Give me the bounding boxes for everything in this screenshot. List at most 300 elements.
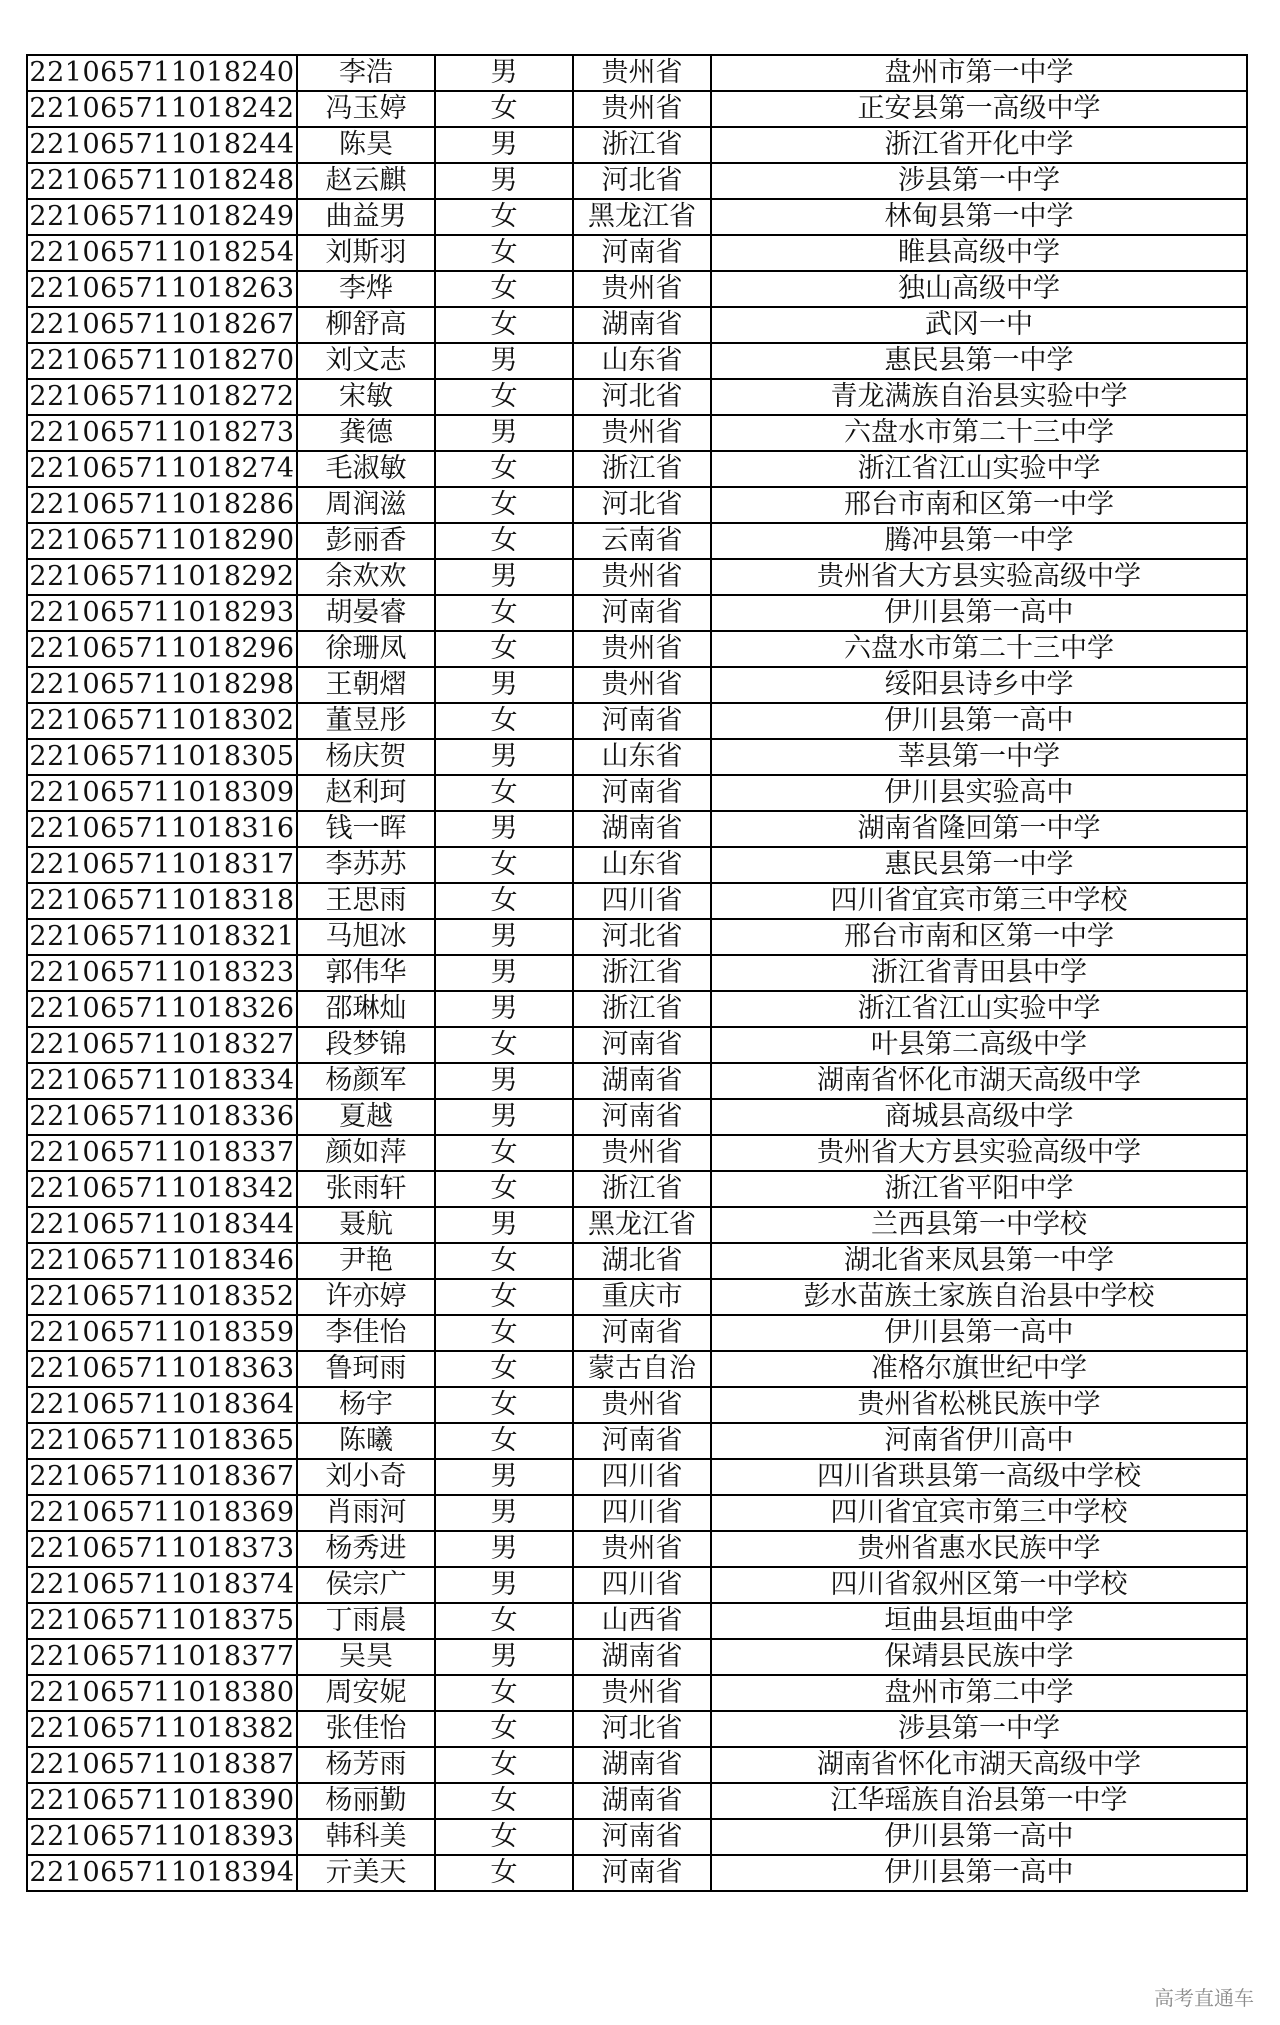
name-cell: 邵琳灿 [297,991,435,1027]
gender-cell: 男 [435,1531,573,1567]
id-cell: 221065711018248 [27,163,297,199]
gender-cell: 女 [435,523,573,559]
province-cell: 贵州省 [573,1531,711,1567]
province-cell: 贵州省 [573,415,711,451]
id-cell: 221065711018369 [27,1495,297,1531]
name-cell: 杨秀进 [297,1531,435,1567]
school-cell: 湖南省怀化市湖天高级中学 [711,1063,1247,1099]
name-cell: 刘文志 [297,343,435,379]
school-cell: 贵州省惠水民族中学 [711,1531,1247,1567]
province-cell: 河南省 [573,1027,711,1063]
table-row [27,991,1247,1027]
school-cell: 绥阳县诗乡中学 [711,667,1247,703]
name-cell: 杨丽勤 [297,1783,435,1819]
gender-cell: 女 [435,379,573,415]
table-row [27,559,1247,595]
gender-cell: 女 [435,595,573,631]
table-row [27,1675,1247,1711]
school-cell: 四川省珙县第一高级中学校 [711,1459,1247,1495]
table-row [27,1027,1247,1063]
school-cell: 惠民县第一中学 [711,847,1247,883]
name-cell: 段梦锦 [297,1027,435,1063]
table-row [27,883,1247,919]
gender-cell: 女 [435,1783,573,1819]
province-cell: 贵州省 [573,1387,711,1423]
school-cell: 伊川县第一高中 [711,595,1247,631]
id-cell: 221065711018286 [27,487,297,523]
name-cell: 李烨 [297,271,435,307]
table-row [27,811,1247,847]
province-cell: 河南省 [573,703,711,739]
school-cell: 浙江省开化中学 [711,127,1247,163]
table-row [27,1135,1247,1171]
table-row [27,595,1247,631]
table-row [27,1063,1247,1099]
school-cell: 浙江省青田县中学 [711,955,1247,991]
name-cell: 钱一晖 [297,811,435,847]
province-cell: 浙江省 [573,127,711,163]
name-cell: 胡晏睿 [297,595,435,631]
province-cell: 河南省 [573,1099,711,1135]
province-cell: 贵州省 [573,271,711,307]
province-cell: 贵州省 [573,1675,711,1711]
name-cell: 张雨轩 [297,1171,435,1207]
school-cell: 贵州省松桃民族中学 [711,1387,1247,1423]
id-cell: 221065711018249 [27,199,297,235]
id-cell: 221065711018364 [27,1387,297,1423]
table-row [27,1711,1247,1747]
gender-cell: 男 [435,1207,573,1243]
table-row [27,703,1247,739]
table-row [27,631,1247,667]
name-cell: 丁雨晨 [297,1603,435,1639]
school-cell: 惠民县第一中学 [711,343,1247,379]
name-cell: 余欢欢 [297,559,435,595]
province-cell: 蒙古自治 [573,1351,711,1387]
id-cell: 221065711018244 [27,127,297,163]
id-cell: 221065711018240 [27,55,297,91]
school-cell: 伊川县第一高中 [711,1315,1247,1351]
gender-cell: 女 [435,1027,573,1063]
province-cell: 山东省 [573,739,711,775]
province-cell: 河南省 [573,1315,711,1351]
id-cell: 221065711018267 [27,307,297,343]
province-cell: 浙江省 [573,991,711,1027]
gender-cell: 男 [435,955,573,991]
school-cell: 六盘水市第二十三中学 [711,631,1247,667]
name-cell: 鲁珂雨 [297,1351,435,1387]
id-cell: 221065711018352 [27,1279,297,1315]
id-cell: 221065711018342 [27,1171,297,1207]
gender-cell: 女 [435,1315,573,1351]
gender-cell: 女 [435,1819,573,1855]
province-cell: 四川省 [573,1495,711,1531]
table-row [27,1171,1247,1207]
school-cell: 叶县第二高级中学 [711,1027,1247,1063]
gender-cell: 男 [435,1567,573,1603]
id-cell: 221065711018336 [27,1099,297,1135]
school-cell: 盘州市第一中学 [711,55,1247,91]
name-cell: 冯玉婷 [297,91,435,127]
gender-cell: 女 [435,451,573,487]
province-cell: 四川省 [573,1459,711,1495]
school-cell: 邢台市南和区第一中学 [711,919,1247,955]
table-row [27,1495,1247,1531]
table-row [27,1855,1247,1891]
province-cell: 山东省 [573,847,711,883]
table-row [27,127,1247,163]
table-row [27,1099,1247,1135]
id-cell: 221065711018302 [27,703,297,739]
table-row [27,1639,1247,1675]
name-cell: 李浩 [297,55,435,91]
table-row [27,919,1247,955]
name-cell: 肖雨河 [297,1495,435,1531]
school-cell: 湖南省怀化市湖天高级中学 [711,1747,1247,1783]
id-cell: 221065711018377 [27,1639,297,1675]
id-cell: 221065711018382 [27,1711,297,1747]
school-cell: 伊川县实验高中 [711,775,1247,811]
id-cell: 221065711018367 [27,1459,297,1495]
table-row [27,199,1247,235]
province-cell: 湖南省 [573,307,711,343]
name-cell: 亓美天 [297,1855,435,1891]
province-cell: 重庆市 [573,1279,711,1315]
school-cell: 邢台市南和区第一中学 [711,487,1247,523]
name-cell: 张佳怡 [297,1711,435,1747]
school-cell: 涉县第一中学 [711,163,1247,199]
id-cell: 221065711018272 [27,379,297,415]
school-cell: 伊川县第一高中 [711,703,1247,739]
province-cell: 河北省 [573,919,711,955]
id-cell: 221065711018390 [27,1783,297,1819]
school-cell: 伊川县第一高中 [711,1855,1247,1891]
name-cell: 王朝熠 [297,667,435,703]
gender-cell: 女 [435,487,573,523]
table-row [27,1387,1247,1423]
table-row [27,1603,1247,1639]
school-cell: 贵州省大方县实验高级中学 [711,1135,1247,1171]
name-cell: 李苏苏 [297,847,435,883]
name-cell: 赵利珂 [297,775,435,811]
gender-cell: 女 [435,1135,573,1171]
gender-cell: 女 [435,883,573,919]
id-cell: 221065711018373 [27,1531,297,1567]
name-cell: 赵云麒 [297,163,435,199]
gender-cell: 女 [435,91,573,127]
id-cell: 221065711018318 [27,883,297,919]
gender-cell: 男 [435,811,573,847]
gender-cell: 女 [435,1351,573,1387]
id-cell: 221065711018290 [27,523,297,559]
id-cell: 221065711018296 [27,631,297,667]
name-cell: 毛淑敏 [297,451,435,487]
name-cell: 聂航 [297,1207,435,1243]
province-cell: 山西省 [573,1603,711,1639]
province-cell: 湖南省 [573,1063,711,1099]
table-row [27,667,1247,703]
id-cell: 221065711018293 [27,595,297,631]
name-cell: 柳舒高 [297,307,435,343]
school-cell: 浙江省江山实验中学 [711,451,1247,487]
table-row [27,1207,1247,1243]
name-cell: 马旭冰 [297,919,435,955]
gender-cell: 男 [435,991,573,1027]
province-cell: 浙江省 [573,451,711,487]
school-cell: 四川省宜宾市第三中学校 [711,1495,1247,1531]
province-cell: 河北省 [573,1711,711,1747]
school-cell: 商城县高级中学 [711,1099,1247,1135]
school-cell: 正安县第一高级中学 [711,91,1247,127]
school-cell: 湖北省来凤县第一中学 [711,1243,1247,1279]
name-cell: 宋敏 [297,379,435,415]
province-cell: 浙江省 [573,955,711,991]
id-cell: 221065711018337 [27,1135,297,1171]
province-cell: 黑龙江省 [573,1207,711,1243]
table-row [27,271,1247,307]
province-cell: 贵州省 [573,55,711,91]
name-cell: 许亦婷 [297,1279,435,1315]
province-cell: 贵州省 [573,667,711,703]
id-cell: 221065711018273 [27,415,297,451]
province-cell: 湖南省 [573,1639,711,1675]
gender-cell: 男 [435,163,573,199]
name-cell: 陈昊 [297,127,435,163]
school-cell: 保靖县民族中学 [711,1639,1247,1675]
province-cell: 贵州省 [573,559,711,595]
gender-cell: 女 [435,271,573,307]
name-cell: 徐珊凤 [297,631,435,667]
province-cell: 河南省 [573,775,711,811]
id-cell: 221065711018298 [27,667,297,703]
province-cell: 贵州省 [573,631,711,667]
table-row [27,1243,1247,1279]
table-row [27,1315,1247,1351]
school-cell: 莘县第一中学 [711,739,1247,775]
name-cell: 李佳怡 [297,1315,435,1351]
name-cell: 夏越 [297,1099,435,1135]
school-cell: 涉县第一中学 [711,1711,1247,1747]
table-row [27,343,1247,379]
province-cell: 云南省 [573,523,711,559]
id-cell: 221065711018321 [27,919,297,955]
school-cell: 武冈一中 [711,307,1247,343]
name-cell: 彭丽香 [297,523,435,559]
school-cell: 贵州省大方县实验高级中学 [711,559,1247,595]
table-row [27,1423,1247,1459]
id-cell: 221065711018316 [27,811,297,847]
province-cell: 湖北省 [573,1243,711,1279]
admission-list-table [26,54,1248,1892]
gender-cell: 女 [435,1243,573,1279]
gender-cell: 男 [435,1495,573,1531]
school-cell: 准格尔旗世纪中学 [711,1351,1247,1387]
gender-cell: 男 [435,55,573,91]
school-cell: 伊川县第一高中 [711,1819,1247,1855]
id-cell: 221065711018375 [27,1603,297,1639]
id-cell: 221065711018323 [27,955,297,991]
gender-cell: 女 [435,307,573,343]
table-row [27,91,1247,127]
table-row [27,847,1247,883]
school-cell: 六盘水市第二十三中学 [711,415,1247,451]
gender-cell: 女 [435,1387,573,1423]
id-cell: 221065711018380 [27,1675,297,1711]
gender-cell: 男 [435,667,573,703]
table-row [27,1783,1247,1819]
school-cell: 垣曲县垣曲中学 [711,1603,1247,1639]
province-cell: 河南省 [573,235,711,271]
name-cell: 曲益男 [297,199,435,235]
id-cell: 221065711018365 [27,1423,297,1459]
watermark-text: 高考直通车 [1154,1986,1254,2010]
table-row [27,739,1247,775]
province-cell: 河北省 [573,487,711,523]
gender-cell: 女 [435,1855,573,1891]
id-cell: 221065711018346 [27,1243,297,1279]
gender-cell: 男 [435,343,573,379]
id-cell: 221065711018292 [27,559,297,595]
province-cell: 河南省 [573,1855,711,1891]
id-cell: 221065711018359 [27,1315,297,1351]
id-cell: 221065711018327 [27,1027,297,1063]
name-cell: 尹艳 [297,1243,435,1279]
school-cell: 独山高级中学 [711,271,1247,307]
table-row [27,1279,1247,1315]
name-cell: 王思雨 [297,883,435,919]
name-cell: 郭伟华 [297,955,435,991]
id-cell: 221065711018363 [27,1351,297,1387]
school-cell: 彭水苗族土家族自治县中学校 [711,1279,1247,1315]
province-cell: 山东省 [573,343,711,379]
gender-cell: 男 [435,1639,573,1675]
school-cell: 腾冲县第一中学 [711,523,1247,559]
id-cell: 221065711018309 [27,775,297,811]
province-cell: 河南省 [573,1819,711,1855]
province-cell: 黑龙江省 [573,199,711,235]
gender-cell: 男 [435,919,573,955]
gender-cell: 女 [435,703,573,739]
school-cell: 河南省伊川高中 [711,1423,1247,1459]
table-row [27,1351,1247,1387]
school-cell: 青龙满族自治县实验中学 [711,379,1247,415]
id-cell: 221065711018305 [27,739,297,775]
gender-cell: 男 [435,739,573,775]
gender-cell: 女 [435,775,573,811]
table-row [27,1567,1247,1603]
name-cell: 刘斯羽 [297,235,435,271]
province-cell: 湖南省 [573,1783,711,1819]
table-row [27,415,1247,451]
table-row [27,163,1247,199]
gender-cell: 男 [435,559,573,595]
name-cell: 董昱彤 [297,703,435,739]
province-cell: 四川省 [573,1567,711,1603]
gender-cell: 女 [435,1603,573,1639]
table-row [27,487,1247,523]
table-row [27,379,1247,415]
name-cell: 杨芳雨 [297,1747,435,1783]
table-row [27,235,1247,271]
school-cell: 兰西县第一中学校 [711,1207,1247,1243]
school-cell: 四川省宜宾市第三中学校 [711,883,1247,919]
school-cell: 盘州市第二中学 [711,1675,1247,1711]
id-cell: 221065711018344 [27,1207,297,1243]
id-cell: 221065711018334 [27,1063,297,1099]
gender-cell: 女 [435,235,573,271]
id-cell: 221065711018270 [27,343,297,379]
name-cell: 周安妮 [297,1675,435,1711]
gender-cell: 男 [435,415,573,451]
province-cell: 河南省 [573,595,711,631]
table-row [27,523,1247,559]
id-cell: 221065711018387 [27,1747,297,1783]
name-cell: 颜如萍 [297,1135,435,1171]
table-row [27,451,1247,487]
name-cell: 杨庆贺 [297,739,435,775]
gender-cell: 女 [435,631,573,667]
province-cell: 河北省 [573,163,711,199]
province-cell: 河南省 [573,1423,711,1459]
gender-cell: 女 [435,1423,573,1459]
id-cell: 221065711018374 [27,1567,297,1603]
table-row [27,1819,1247,1855]
name-cell: 周润滋 [297,487,435,523]
province-cell: 贵州省 [573,1135,711,1171]
school-cell: 浙江省平阳中学 [711,1171,1247,1207]
id-cell: 221065711018254 [27,235,297,271]
school-cell: 浙江省江山实验中学 [711,991,1247,1027]
name-cell: 刘小奇 [297,1459,435,1495]
id-cell: 221065711018393 [27,1819,297,1855]
id-cell: 221065711018317 [27,847,297,883]
table-row [27,775,1247,811]
province-cell: 浙江省 [573,1171,711,1207]
name-cell: 吴昊 [297,1639,435,1675]
gender-cell: 女 [435,1711,573,1747]
table-row [27,55,1247,91]
gender-cell: 女 [435,199,573,235]
name-cell: 侯宗广 [297,1567,435,1603]
name-cell: 龚德 [297,415,435,451]
school-cell: 四川省叙州区第一中学校 [711,1567,1247,1603]
name-cell: 韩科美 [297,1819,435,1855]
school-cell: 睢县高级中学 [711,235,1247,271]
table-row [27,1459,1247,1495]
table-row [27,1531,1247,1567]
table-row [27,955,1247,991]
gender-cell: 男 [435,1099,573,1135]
school-cell: 江华瑶族自治县第一中学 [711,1783,1247,1819]
province-cell: 贵州省 [573,91,711,127]
school-cell: 湖南省隆回第一中学 [711,811,1247,847]
id-cell: 221065711018263 [27,271,297,307]
province-cell: 湖南省 [573,1747,711,1783]
id-cell: 221065711018274 [27,451,297,487]
gender-cell: 女 [435,1171,573,1207]
name-cell: 杨颜军 [297,1063,435,1099]
table-row [27,307,1247,343]
province-cell: 湖南省 [573,811,711,847]
id-cell: 221065711018394 [27,1855,297,1891]
gender-cell: 女 [435,1747,573,1783]
school-cell: 林甸县第一中学 [711,199,1247,235]
province-cell: 河北省 [573,379,711,415]
name-cell: 杨宇 [297,1387,435,1423]
gender-cell: 男 [435,1063,573,1099]
province-cell: 四川省 [573,883,711,919]
gender-cell: 女 [435,1279,573,1315]
